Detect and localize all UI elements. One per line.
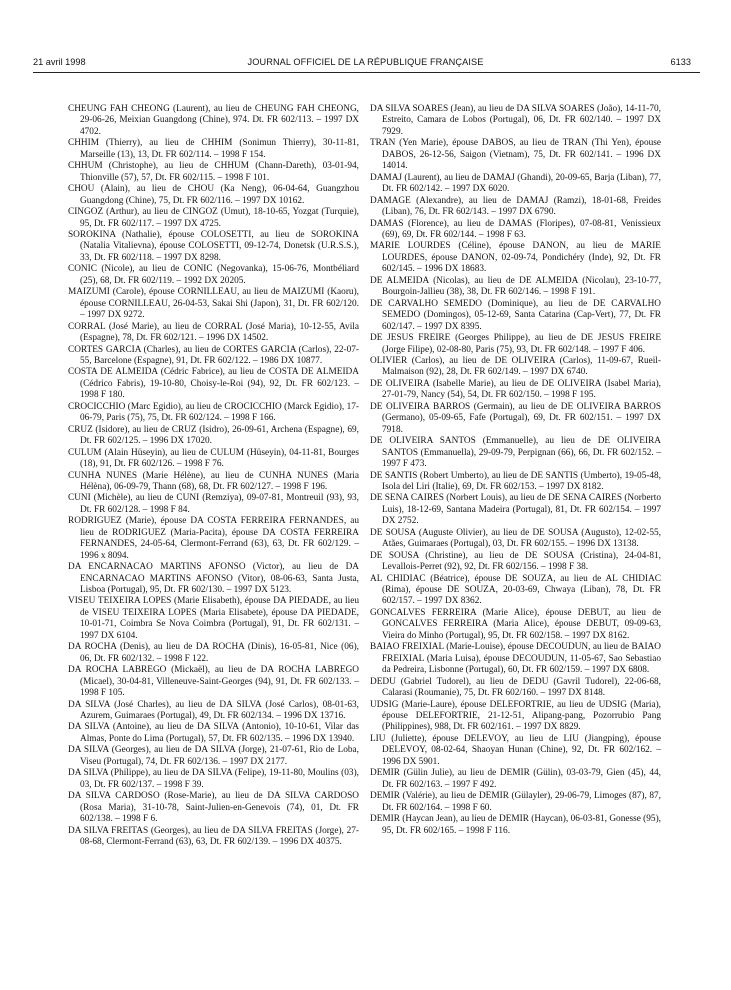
register-entry: DE SANTIS (Robert Umberto), au lieu de DE SANTIS (Umberto), 19-05-48, Isola del Liri (Italie), 69, Dt. FR 602/153. – 1997 DX 8182. [370,470,661,492]
register-entry: DE SENA CAIRES (Norbert Louis), au lieu de DE SENA CAIRES (Norberto Luis), 18-12-69, Santana Madeira (Portugal), 81, Dt. FR 602/154. – 1997 DX 2752. [370,493,661,527]
page-header [0,0,731,80]
register-entry: CUNI (Michèle), au lieu de CUNI (Remziya), 09-07-81, Montreuil (93), 93, Dt. FR 602/128. – 1998 F 84. [68,493,359,515]
register-entry: DE OLIVEIRA (Isabelle Marie), au lieu de DE OLIVEIRA (Isabel Maria), 27-01-79, Nancy (54), 54, Dt. FR 602/150. – 1998 F 195. [370,378,661,401]
register-entry: DAMAJ (Laurent), au lieu de DAMAJ (Ghandi), 20-09-65, Barja (Liban), 77, Dt. FR 602/142. – 1997 DX 6020. [370,172,661,195]
register-entry: COSTA DE ALMEIDA (Cédric Fabrice), au lieu de COSTA DE ALMEIDA (Cédrico Fabris), 19-10-80, Choisy-le-Roi (94), 92, Dt. FR 602/123. – 1998 F 180. [68,367,359,401]
register-entry: CHHUM (Christophe), au lieu de CHHUM (Chann-Dareth), 03-01-94, Thionville (57), 57, Dt. FR 602/115. – 1998 F 101. [68,161,359,183]
register-entry: DA SILVA CARDOSO (Rose-Marie), au lieu de DA SILVA CARDOSO (Rosa Maria), 31-10-78, Saint-Julien-en-Genevois (74), 01, Dt. FR 602/138. – 1998 F 6. [68,791,359,825]
register-entry: DE SOUSA (Christine), au lieu de DE SOUSA (Cristina), 24-04-81, Levallois-Perret (92), 92, Dt. FR 602/156. – 1998 F 38. [370,550,661,573]
register-entry: BAIAO FREIXIAL (Marie-Louise), épouse DECOUDUN, au lieu de BAIAO FREIXIAL (Maria Luisa), épouse DECOUDUN, 11-05-67, Sao Sebastiao da Pedreira, Lisbonne (Portugal), 60, Dt. FR 602/159. – 1997 DX 6808. [370,642,661,676]
register-entry: TRAN (Yen Marie), épouse DABOS, au lieu de TRAN (Thi Yen), épouse DABOS, 26-12-56, Saigon (Vietnam), 75, Dt. FR 602/141. – 1996 DX 14014. [370,138,661,172]
register-entry: DA SILVA (Antoine), au lieu de DA SILVA (Antonio), 10-10-61, Vilar das Almas, Ponte do Lima (Portugal), 57, Dt. FR 602/135. – 1996 DX 13940. [68,722,359,744]
register-entry: DA SILVA FREITAS (Georges), au lieu de DA SILVA FREITAS (Jorge), 27-08-68, Clermont-Ferrand (63), 63, Dt. FR 602/139. – 1996 DX 40375. [68,825,359,847]
register-entry: DE OLIVEIRA BARROS (Germain), au lieu de DE OLIVEIRA BARROS (Germano), 05-09-65, Fafe (Portugal), 69, Dt. FR 602/151. – 1997 DX 7918. [370,401,661,435]
header-page-number: 6133 [670,57,691,67]
register-entry: MARIE LOURDES (Céline), épouse DANON, au lieu de MARIE LOURDES, épouse DANON, 02-09-74, Pondichéry (Inde), 92, Dt. FR 602/145. – 1996 DX 18683. [370,241,661,275]
register-entry: SOROKINA (Nathalie), épouse COLOSETTI, au lieu de SOROKINA (Natalia Vitalievna), épouse COLOSETTI, 09-12-74, Donetsk (U.R.S.S.), 33, Dt. FR 602/118. – 1997 DX 8298. [68,229,359,263]
register-entry: CUNHA NUNES (Marie Hélène), au lieu de CUNHA NUNES (Maria Hélèna), 06-09-79, Thann (68), 68, Dt. FR 602/127. – 1998 F 196. [68,470,359,492]
register-entry: CONIC (Nicole), au lieu de CONIC (Negovanka), 15-06-76, Montbéliard (25), 68, Dt. FR 602/119. – 1992 DX 20205. [68,264,359,286]
right-column [370,104,661,837]
register-entry: DA ROCHA LABREGO (Mickaël), au lieu de DA ROCHA LABREGO (Micael), 30-04-81, Villeneuve-Saint-Georges (94), 91, Dt. FR 602/133. – 1998 F 105. [68,665,359,699]
register-entry: DE CARVALHO SEMEDO (Dominique), au lieu de DE CARVALHO SEMEDO (Domingos), 05-12-69, Santa Catarina (Cap-Vert), 77, Dt. FR 602/147. – 1997 DX 8395. [370,298,661,332]
register-entry: DA SILVA SOARES (Jean), au lieu de DA SILVA SOARES (João), 14-11-70, Estreito, Camara de Lobos (Portugal), 06, Dt. FR 602/140. – 1997 DX 7929. [370,104,661,137]
register-entry: DA SILVA (Georges), au lieu de DA SILVA (Jorge), 21-07-61, Rio de Loba, Viseu (Portugal), 74, Dt. FR 602/136. – 1997 DX 2177. [68,745,359,767]
register-entry: DAMAS (Florence), au lieu de DAMAS (Floripes), 07-08-81, Venissieux (69), 69, Dt. FR 602/144. – 1998 F 63. [370,218,661,240]
register-entry: LIU (Juliette), épouse DELEVOY, au lieu de LIU (Jiangping), épouse DELEVOY, 08-02-64, Shaoyan Hunan (Chine), 92, Dt. FR 602/162. – 1996 DX 5901. [370,733,661,767]
register-entry: DE SOUSA (Auguste Olivier), au lieu de DE SOUSA (Augusto), 12-02-55, Atães, Guimaraes (Portugal), 03, Dt. FR 602/155. – 1996 DX 13138. [370,527,661,550]
register-entry: CORTES GARCIA (Charles), au lieu de CORTES GARCIA (Carlos), 22-07-55, Barcelone (Espagne), 91, Dt. FR 602/122. – 1986 DX 10877. [68,344,359,366]
register-entry: CROCICCHIO (Marc Egidio), au lieu de CROCICCHIO (Marck Egidio), 17-06-79, Paris (75), 75, Dt. FR 602/124. – 1998 F 166. [68,401,359,424]
register-entry: GONCALVES FERREIRA (Marie Alice), épouse DEBUT, au lieu de GONCALVES FERREIRA (Maria Alice), épouse DEBUT, 09-09-63, Vieira do Minho (Portugal), 95, Dt. FR 602/158. – 1997 DX 8162. [370,607,661,641]
register-entry: DEDU (Gabriel Tudorel), au lieu de DEDU (Gavril Tudorel), 22-06-68, Calarasi (Roumanie), 75, Dt. FR 602/160. – 1997 DX 8148. [370,676,661,699]
register-entry: CHHIM (Thierry), au lieu de CHHIM (Sonimun Thierry), 30-11-81, Marseille (13), 13, Dt. FR 602/114. – 1998 F 154. [68,138,359,160]
header-rule [33,72,700,73]
register-entry: AL CHIDIAC (Béatrice), épouse DE SOUZA, au lieu de AL CHIDIAC (Rima), épouse DE SOUZA, 20-03-69, Chwaya (Liban), 78, Dt. FR 602/157. – 1997 DX 8362. [370,573,661,607]
register-entry: CRUZ (Isidore), au lieu de CRUZ (Isidro), 26-09-61, Archena (Espagne), 69, Dt. FR 602/125. – 1996 DX 17020. [68,424,359,447]
register-entry: DEMIR (Gülin Julie), au lieu de DEMIR (Gülin), 03-03-79, Gien (45), 44, Dt. FR 602/163. – 1997 F 492. [370,768,661,790]
header-title: JOURNAL OFFICIEL DE LA RÉPUBLIQUE FRANÇAISE [247,57,484,67]
register-entry: DEMIR (Haycan Jean), au lieu de DEMIR (Haycan), 06-03-81, Gonesse (95), 95, Dt. FR 602/165. – 1998 F 116. [370,814,661,836]
register-entry: CINGOZ (Arthur), au lieu de CINGOZ (Umut), 18-10-65, Yozgat (Turquie), 95, Dt. FR 602/117. – 1997 DX 4725. [68,207,359,229]
register-entry: DE JESUS FREIRE (Georges Philippe), au lieu de DE JESUS FREIRE (Jorge Filipe), 02-08-80, Paris (75), 93, Dt. FR 602/148. – 1997 F 406. [370,333,661,355]
register-entry: DE ALMEIDA (Nicolas), au lieu de DE ALMEIDA (Nicolau), 23-10-77, Bourgoin-Jallieu (38), 38, Dt. FR 602/146. – 1998 F 191. [370,275,661,298]
register-entry: DEMIR (Valérie), au lieu de DEMIR (Gülayler), 29-06-79, Limoges (87), 87, Dt. FR 602/164. – 1998 F 60. [370,791,661,813]
register-entry: DA ROCHA (Denis), au lieu de DA ROCHA (Dinis), 16-05-81, Nice (06), 06, Dt. FR 602/132. – 1998 F 122. [68,642,359,664]
register-entry: CULUM (Alain Hüseyin), au lieu de CULUM (Hüseyin), 04-11-81, Bourges (18), 91, Dt. FR 602/126. – 1998 F 76. [68,447,359,470]
register-entry: RODRIGUEZ (Marie), épouse DA COSTA FERREIRA FERNANDES, au lieu de RODRIGUEZ (Maria-Pacita), épouse DA COSTA FERREIRA FERNANDES, 24-05-64, Clermont-Ferrand (63), 63, Dt. FR 602/129. – 1996 x 8094. [68,516,359,561]
register-entry: CHEUNG FAH CHEONG (Laurent), au lieu de CHEUNG FAH CHEONG, 29-06-26, Meixian Guangdong (Chine), 974. Dt. FR 602/113. – 1997 DX 4702. [68,104,359,137]
register-entry: CORRAL (José Marie), au lieu de CORRAL (José Maria), 10-12-55, Avila (Espagne), 78, Dt. FR 602/121. – 1996 DX 14502. [68,321,359,344]
header-date: 21 avril 1998 [33,57,86,67]
register-entry: MAIZUMI (Carole), épouse CORNILLEAU, au lieu de MAIZUMI (Kaoru), épouse CORNILLEAU, 26-04-53, Sakai Shi (Japon), 31, Dt. FR 602/120. – 1997 DX 9272. [68,287,359,321]
register-entry: DE OLIVEIRA SANTOS (Emmanuelle), au lieu de DE OLIVEIRA SANTOS (Emmanuella), 29-09-79, Perpignan (66), 66, Dt. FR 602/152. – 1997 F 473. [370,436,661,470]
register-entry: UDSIG (Marie-Laure), épouse DELEFORTRIE, au lieu de UDSIG (Maria), épouse DELEFORTRIE, 21-12-51, Alipang-pang, Pozorrubio Pang (Philippines), 988, Dt. FR 602/161. – 1997 DX 8829. [370,699,661,733]
register-entry: DA ENCARNACAO MARTINS AFONSO (Victor), au lieu de DA ENCARNACAO MARTINS AFONSO (Vitor), 08-06-63, Santa Justa, Lisboa (Portugal), 95, Dt. FR 602/130. – 1997 DX 5123. [68,562,359,596]
register-entry: CHOU (Alain), au lieu de CHOU (Ka Neng), 06-04-64, Guangzhou Guangdong (Chine), 75, Dt. FR 602/116. – 1997 DX 10162. [68,184,359,206]
register-entry: DA SILVA (Philippe), au lieu de DA SILVA (Felipe), 19-11-80, Moulins (03), 03, Dt. FR 602/137. – 1998 F 39. [68,768,359,790]
register-entry: DA SILVA (José Charles), au lieu de DA SILVA (José Carlos), 08-01-63, Azurem, Guimaraes (Portugal), 49, Dt. FR 602/134. – 1996 DX 13716. [68,699,359,722]
left-column [68,104,359,848]
register-entry: DAMAGE (Alexandre), au lieu de DAMAJ (Ramzi), 18-01-68, Freides (Liban), 76, Dt. FR 602/143. – 1997 DX 6790. [370,195,661,218]
register-entry: OLIVIER (Carlos), au lieu de DE OLIVEIRA (Carlos), 11-09-67, Rueil-Malmaison (92), 28, Dt. FR 602/149. – 1997 DX 6740. [370,355,661,378]
register-entry: VISEU TEIXEIRA LOPES (Marie Elisabeth), épouse DA PIEDADE, au lieu de VISEU TEIXEIRA LOPES (Maria Elisabete), épouse DA PIEDADE, 10-01-71, Coimbra Se Nova Coimbra (Portugal), 91, Dt. FR 602/131. – 1997 DX 6104. [68,596,359,641]
